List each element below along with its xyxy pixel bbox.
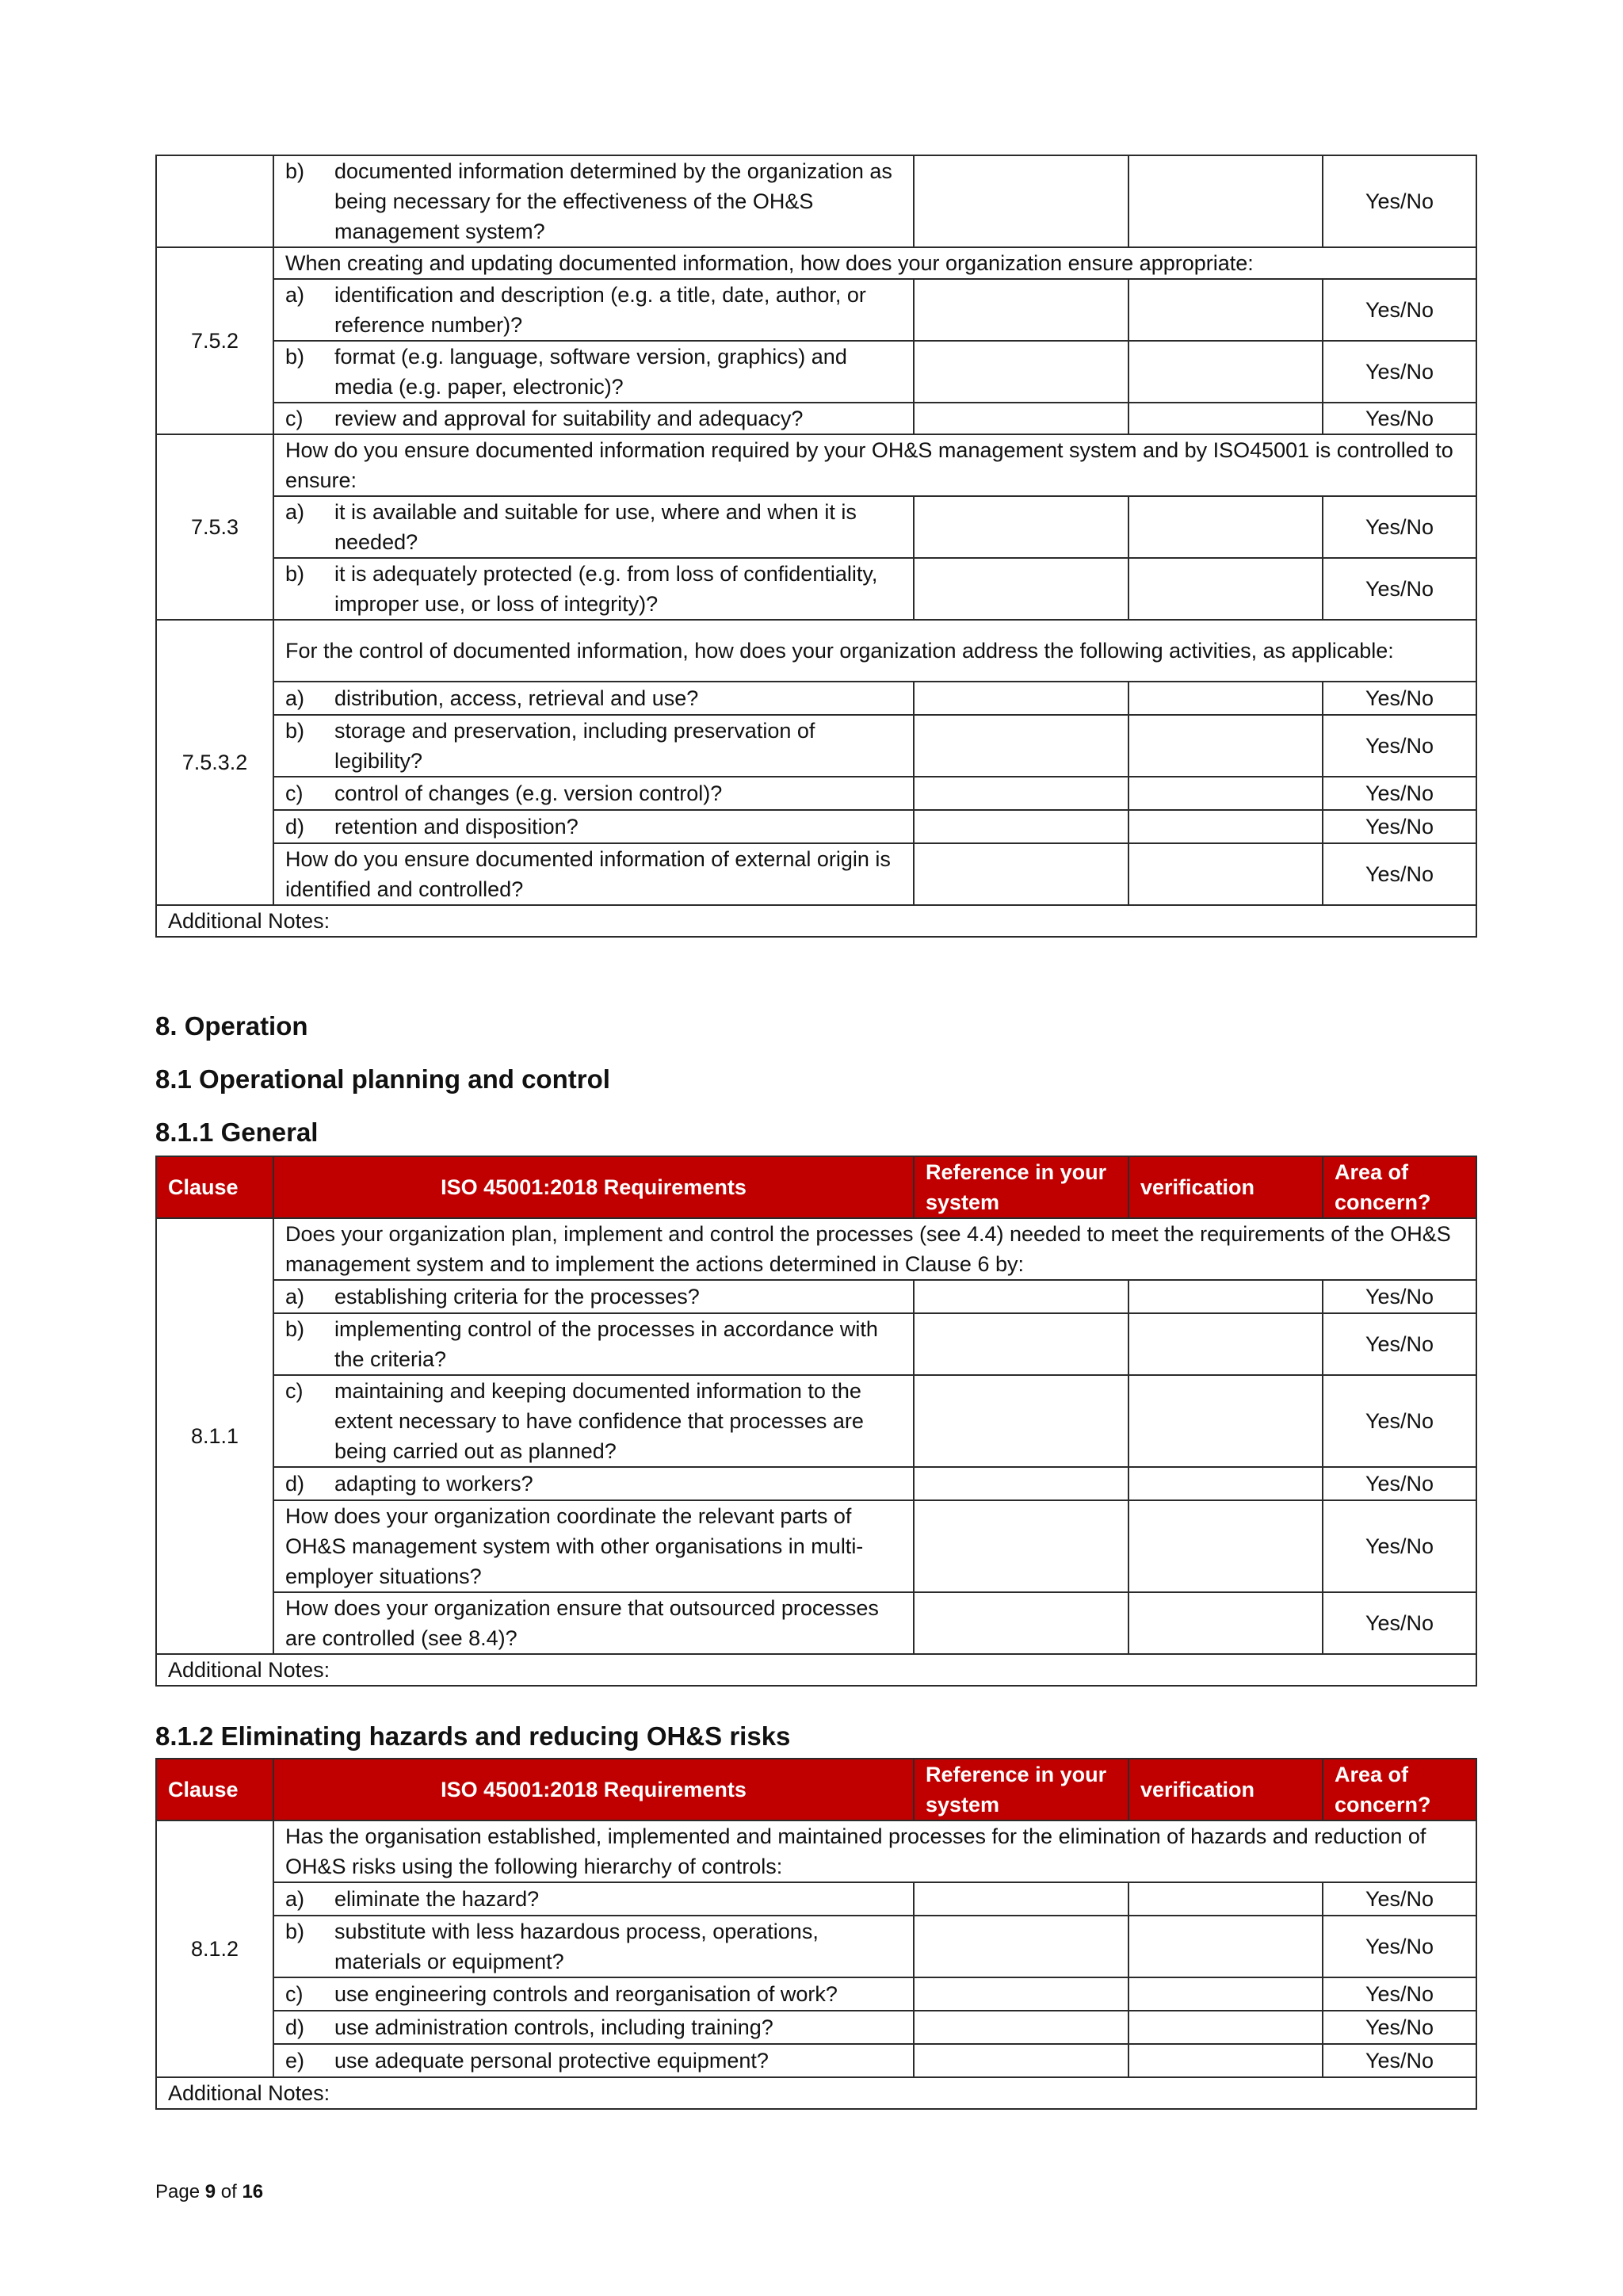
requirement-cell: b) storage and preservation, including preservation of legibility? [273,715,914,777]
table-row [156,155,1476,247]
requirement-cell: d) adapting to workers? [273,1467,914,1500]
verification-input-cell[interactable] [1128,2044,1323,2077]
clause-number: 7.5.3.2 [156,620,273,905]
reference-input-cell[interactable] [914,1313,1128,1375]
reference-input-cell[interactable] [914,810,1128,843]
verification-input-cell[interactable] [1128,155,1323,247]
table-row [156,403,1476,434]
requirement-cell: How do you ensure documented information of external origin is identified and controlled? [273,843,914,905]
page-number: 9 [204,2181,216,2202]
verification-input-cell[interactable] [1128,1977,1323,2011]
verification-input-cell[interactable] [1128,1467,1323,1500]
table-row [156,558,1476,620]
verification-input-cell[interactable] [1128,279,1323,341]
table-row [156,1916,1476,1977]
yes-no-cell[interactable]: Yes/No [1323,2044,1476,2077]
requirement-cell: d) retention and disposition? [273,810,914,843]
header-clause: Clause [156,1759,273,1820]
header-verification: verification [1128,1156,1323,1218]
verification-input-cell[interactable] [1128,341,1323,403]
verification-input-cell[interactable] [1128,1375,1323,1467]
requirement-cell: a) distribution, access, retrieval and use? [273,682,914,715]
table-header-row [156,1759,1476,1820]
reference-input-cell[interactable] [914,777,1128,810]
reference-input-cell[interactable] [914,341,1128,403]
yes-no-cell[interactable]: Yes/No [1323,1280,1476,1313]
requirement-cell: b) substitute with less hazardous process, operations, materials or equipment? [273,1916,914,1977]
question-intro: Has the organisation established, implemented and maintained processes for the elimination of hazards and reduction of OH&S risks using the following hierarchy of controls: [273,1820,1476,1882]
heading-general: 8.1.1 General [155,1117,319,1147]
question-intro: When creating and updating documented information, how does your organization ensure appropriate: [273,247,1476,279]
checklist-table-8-1-2 [155,1758,1477,2110]
reference-input-cell[interactable] [914,403,1128,434]
yes-no-cell[interactable]: Yes/No [1323,558,1476,620]
question-intro: For the control of documented information, how does your organization address the following activities, as applicable: [273,620,1476,682]
reference-input-cell[interactable] [914,1882,1128,1916]
table-row [156,434,1476,496]
table-row [156,2077,1476,2109]
reference-input-cell[interactable] [914,682,1128,715]
requirement-cell: a) eliminate the hazard? [273,1882,914,1916]
page-total: 16 [242,2181,264,2202]
reference-input-cell[interactable] [914,155,1128,247]
requirement-cell: c) review and approval for suitability and adequacy? [273,403,914,434]
page-footer [155,2181,263,2203]
requirement-cell: a) it is available and suitable for use, where and when it is needed? [273,496,914,558]
heading-operation: 8. Operation [155,1011,308,1041]
clause-number: 7.5.3 [156,434,273,620]
additional-notes[interactable]: Additional Notes: [156,905,1476,937]
requirement-cell: b) implementing control of the processes in accordance with the criteria? [273,1313,914,1375]
table-row [156,715,1476,777]
yes-no-cell[interactable]: Yes/No [1323,1882,1476,1916]
verification-input-cell[interactable] [1128,777,1323,810]
table-row [156,1280,1476,1313]
requirement-cell: c) maintaining and keeping documented information to the extent necessary to have confidence that processes are being carried out as planned? [273,1375,914,1467]
requirement-cell: b) format (e.g. language, software version, graphics) and media (e.g. paper, electronic)? [273,341,914,403]
yes-no-cell[interactable]: Yes/No [1323,777,1476,810]
table-header-row [156,1156,1476,1218]
table-row [156,905,1476,937]
yes-no-cell[interactable]: Yes/No [1323,1500,1476,1592]
verification-input-cell[interactable] [1128,843,1323,905]
reference-input-cell[interactable] [914,1916,1128,1977]
table-row [156,1375,1476,1467]
verification-input-cell[interactable] [1128,715,1323,777]
clause-cell [156,155,273,247]
header-clause: Clause [156,1156,273,1218]
yes-no-cell[interactable]: Yes/No [1323,2011,1476,2044]
verification-input-cell[interactable] [1128,682,1323,715]
yes-no-cell[interactable]: Yes/No [1323,1467,1476,1500]
table-row [156,1654,1476,1686]
verification-input-cell[interactable] [1128,558,1323,620]
table-row [156,1977,1476,2011]
table-row [156,1820,1476,1882]
table-row [156,2044,1476,2077]
yes-no-cell[interactable]: Yes/No [1323,1375,1476,1467]
reference-input-cell[interactable] [914,496,1128,558]
yes-no-cell[interactable]: Yes/No [1323,279,1476,341]
page-of: of [220,2181,237,2202]
heading-operational-planning: 8.1 Operational planning and control [155,1064,610,1094]
yes-no-cell[interactable]: Yes/No [1323,682,1476,715]
reference-input-cell[interactable] [914,2011,1128,2044]
reference-input-cell[interactable] [914,1977,1128,2011]
verification-input-cell[interactable] [1128,1280,1323,1313]
table-row [156,1882,1476,1916]
additional-notes[interactable]: Additional Notes: [156,2077,1476,2109]
verification-input-cell[interactable] [1128,1592,1323,1654]
yes-no-cell[interactable]: Yes/No [1323,1592,1476,1654]
verification-input-cell[interactable] [1128,2011,1323,2044]
header-reference: Reference in your system [914,1759,1128,1820]
requirement-cell: b) documented information determined by the organization as being necessary for the effectiveness of the OH&S management system? [273,155,914,247]
table-row [156,279,1476,341]
requirement-cell: c) use engineering controls and reorganisation of work? [273,1977,914,2011]
table-row [156,1500,1476,1592]
reference-input-cell[interactable] [914,1375,1128,1467]
header-area-of-concern: Area of concern? [1323,1156,1476,1218]
yes-no-cell[interactable]: Yes/No [1323,1916,1476,1977]
checklist-table-8-1-1 [155,1156,1477,1687]
page-label: Page [155,2181,200,2202]
requirement-cell: How does your organization coordinate the relevant parts of OH&S management system with other organisations in multi-employer situations? [273,1500,914,1592]
table-row [156,2011,1476,2044]
clause-number: 7.5.2 [156,247,273,434]
reference-input-cell[interactable] [914,843,1128,905]
table-row [156,1467,1476,1500]
verification-input-cell[interactable] [1128,496,1323,558]
yes-no-cell[interactable]: Yes/No [1323,1313,1476,1375]
yes-no-cell[interactable]: Yes/No [1323,403,1476,434]
yes-no-cell[interactable]: Yes/No [1323,496,1476,558]
header-area-of-concern: Area of concern? [1323,1759,1476,1820]
yes-no-cell[interactable]: Yes/No [1323,341,1476,403]
clause-number: 8.1.2 [156,1820,273,2077]
yes-no-cell[interactable]: Yes/No [1323,715,1476,777]
table-row [156,496,1476,558]
question-intro: Does your organization plan, implement and control the processes (see 4.4) needed to meet the requirements of the OH&S management system and to implement the actions determined in Clause 6 by: [273,1218,1476,1280]
verification-input-cell[interactable] [1128,1500,1323,1592]
requirement-cell: b) it is adequately protected (e.g. from loss of confidentiality, improper use, or loss of integrity)? [273,558,914,620]
table-row [156,1218,1476,1280]
requirement-cell: e) use adequate personal protective equipment? [273,2044,914,2077]
reference-input-cell[interactable] [914,715,1128,777]
table-row [156,1592,1476,1654]
requirement-cell: c) control of changes (e.g. version control)? [273,777,914,810]
verification-input-cell[interactable] [1128,810,1323,843]
header-verification: verification [1128,1759,1323,1820]
requirement-cell: How does your organization ensure that outsourced processes are controlled (see 8.4)? [273,1592,914,1654]
verification-input-cell[interactable] [1128,403,1323,434]
reference-input-cell[interactable] [914,1280,1128,1313]
table-row [156,810,1476,843]
yes-no-cell[interactable]: Yes/No [1323,843,1476,905]
reference-input-cell[interactable] [914,1500,1128,1592]
additional-notes[interactable]: Additional Notes: [156,1654,1476,1686]
header-reference: Reference in your system [914,1156,1128,1218]
requirement-cell: d) use administration controls, including training? [273,2011,914,2044]
yes-no-cell[interactable]: Yes/No [1323,155,1476,247]
reference-input-cell[interactable] [914,279,1128,341]
verification-input-cell[interactable] [1128,1313,1323,1375]
question-intro: How do you ensure documented information required by your OH&S management system and by ISO45001 is controlled to ensure: [273,434,1476,496]
header-requirements: ISO 45001:2018 Requirements [273,1759,914,1820]
table-row [156,1313,1476,1375]
yes-no-cell[interactable]: Yes/No [1323,1977,1476,2011]
header-requirements: ISO 45001:2018 Requirements [273,1156,914,1218]
table-row [156,620,1476,682]
reference-input-cell[interactable] [914,1467,1128,1500]
reference-input-cell[interactable] [914,1592,1128,1654]
heading-eliminating-hazards: 8.1.2 Eliminating hazards and reducing OH&S risks [155,1721,791,1751]
verification-input-cell[interactable] [1128,1882,1323,1916]
table-row [156,247,1476,279]
yes-no-cell[interactable]: Yes/No [1323,810,1476,843]
reference-input-cell[interactable] [914,558,1128,620]
table-row [156,341,1476,403]
requirement-cell: a) establishing criteria for the processes? [273,1280,914,1313]
requirement-cell: a) identification and description (e.g. a title, date, author, or reference number)? [273,279,914,341]
table-row [156,682,1476,715]
verification-input-cell[interactable] [1128,1916,1323,1977]
reference-input-cell[interactable] [914,2044,1128,2077]
checklist-table-7-5 [155,155,1477,938]
table-row [156,843,1476,905]
clause-number: 8.1.1 [156,1218,273,1654]
table-row [156,777,1476,810]
